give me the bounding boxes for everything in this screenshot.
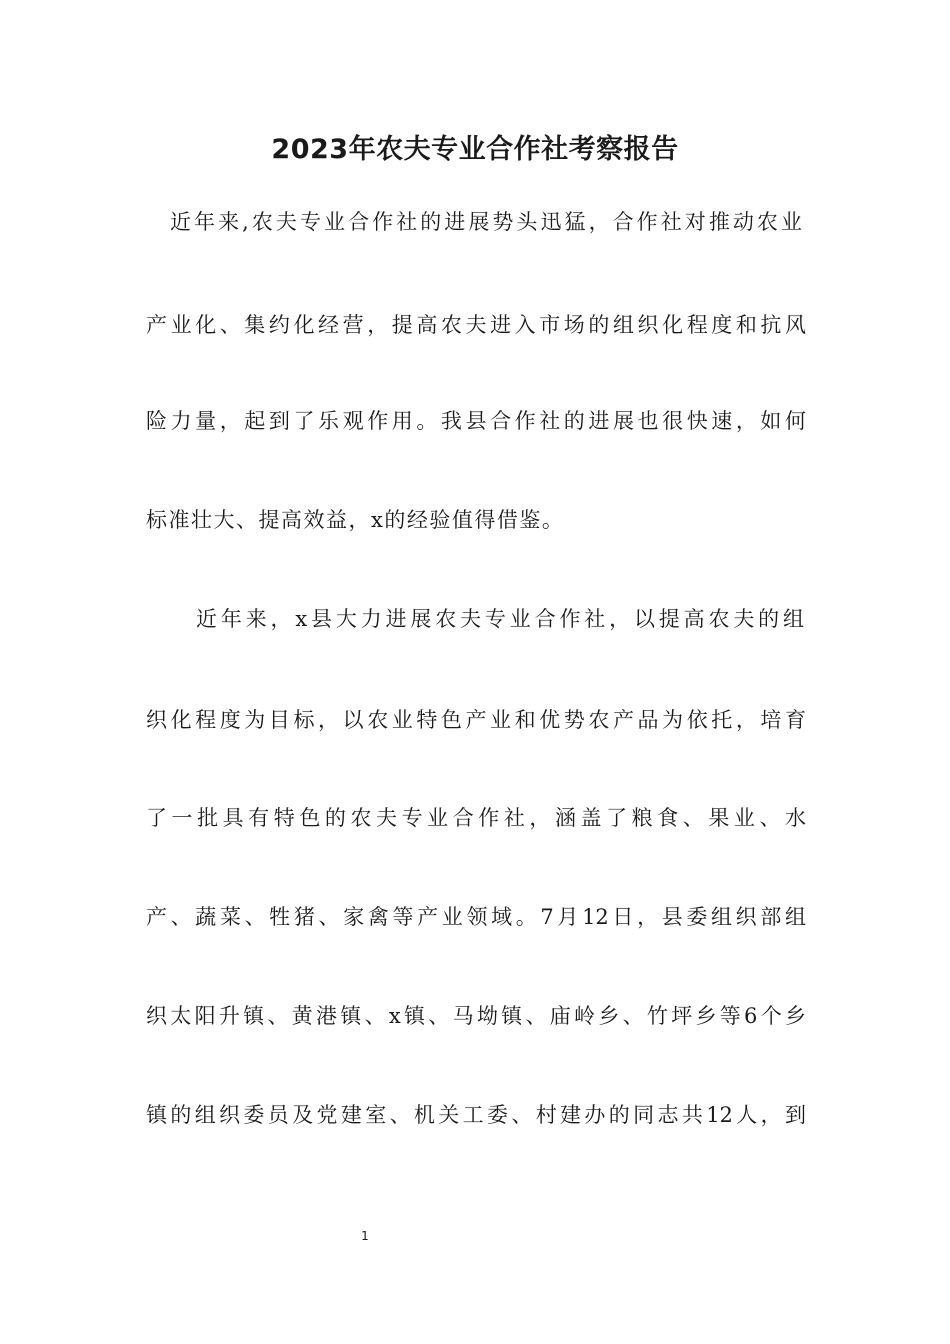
paragraph-line: 标准壮大、提高效益，x的经验值得借鉴。	[146, 508, 565, 532]
paragraph-line: 近年来，x县大力进展农夫专业合作社，以提高农夫的组	[196, 607, 804, 631]
paragraph-line: 险力量，起到了乐观作用。我县合作社的进展也很快速，如何	[146, 409, 806, 433]
paragraph-line: 近年来,农夫专业合作社的进展势头迅猛，合作社对推动农业	[170, 210, 802, 234]
paragraph-line: 织太阳升镇、黄港镇、x镇、马坳镇、庙岭乡、竹坪乡等6个乡	[146, 1004, 806, 1028]
paragraph-line: 产、蔬菜、牲猪、家禽等产业领域。7月12日，县委组织部组	[146, 905, 806, 929]
document-title: 2023年农夫专业合作社考察报告	[271, 134, 679, 165]
paragraph-line: 织化程度为目标，以农业特色产业和优势农产品为依托，培育	[146, 708, 806, 732]
paragraph-line: 了一批具有特色的农夫专业合作社，涵盖了粮食、果业、水	[146, 806, 806, 830]
page-number: 1	[361, 1229, 369, 1243]
paragraph-line: 镇的组织委员及党建室、机关工委、村建办的同志共12人，到	[146, 1103, 806, 1127]
paragraph-line: 产业化、集约化经营，提高农夫进入市场的组织化程度和抗风	[146, 313, 806, 337]
